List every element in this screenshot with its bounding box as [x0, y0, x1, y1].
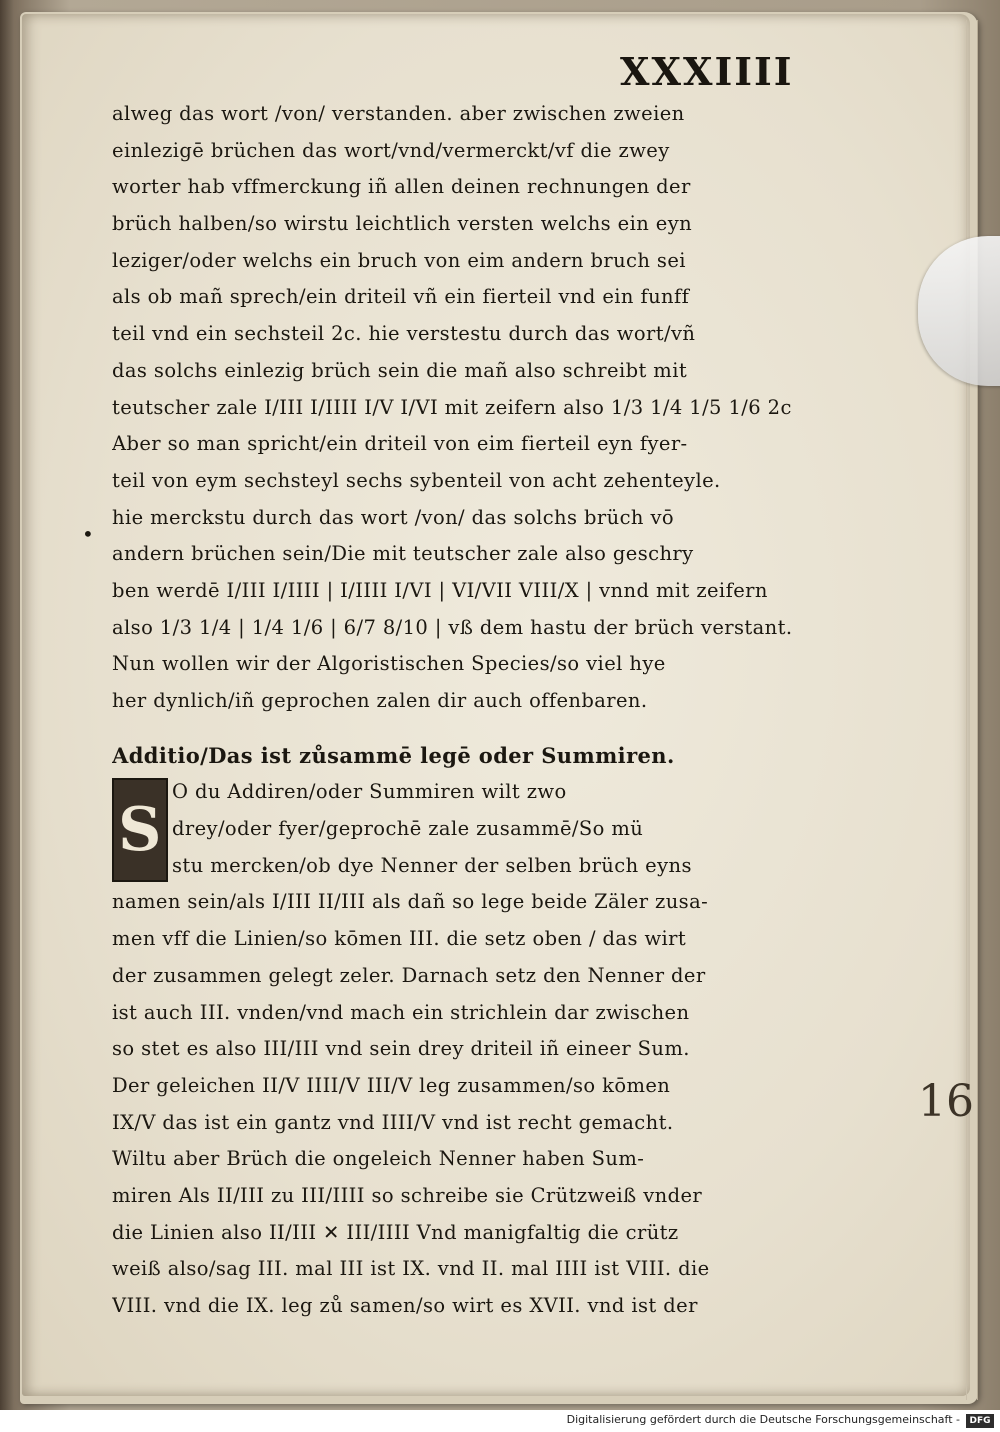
text-line: alweg das wort /von/ verstanden. aber zwischen zweien	[112, 102, 685, 125]
text-line: drey/oder fyer/geprochē zale zusammē/So mü	[172, 817, 644, 841]
text-line: ist auch III. vnden/vnd mach ein strichlein dar zwischen	[112, 1000, 690, 1024]
facing-page-edge	[0, 0, 14, 1410]
text-line: teil von eym sechsteyl sechs sybenteil von acht zehenteyle.	[112, 468, 721, 492]
text-line: teil vnd ein sechsteil 2c. hie verstestu durch das wort/vñ	[112, 322, 696, 346]
text-line: einlezigē brüchen das wort/vnd/vermerckt/vf die zwey	[112, 138, 670, 162]
text-line: worter hab vffmerckung iñ allen deinen rechnungen der	[112, 175, 691, 199]
text-line: Der geleichen II/V IIII/V III/V leg zusammen/so kōmen	[112, 1073, 671, 1097]
page-edges	[966, 20, 978, 1400]
text-line: men vff die Linien/so kōmen III. die setz oben / das wirt	[112, 927, 687, 951]
body-paragraph	[112, 96, 792, 720]
text-line: hie merckstu durch das wort /von/ das solchs brüch vō	[112, 505, 675, 529]
decorated-initial: S	[112, 778, 168, 882]
text-line: teutscher zale I/III I/IIII I/V I/VI mit zeifern also 1/3 1/4 1/5 1/6 2c	[112, 395, 792, 419]
text-line: als ob mañ sprech/ein driteil vñ ein fierteil vnd ein funff	[112, 285, 690, 309]
text-line: her dynlich/iñ geprochen zalen dir auch offenbaren.	[112, 689, 648, 712]
additio-paragraph	[112, 884, 792, 1324]
text-line: Nun wollen wir der Algoristischen Species/so viel hye	[112, 652, 666, 676]
text-line: VIII. vnd die IX. leg zů samen/so wirt es XVII. vnd ist der	[112, 1294, 698, 1317]
text-line: ben werdē I/III I/IIII | I/IIII I/VI | VI/VII VIII/X | vnnd mit zeifern	[112, 578, 768, 602]
text-line: leziger/oder welchs ein bruch von eim andern bruch sei	[112, 248, 686, 272]
margin-marker: •	[82, 522, 94, 546]
section-gap	[112, 720, 792, 738]
text-line: so stet es also III/III vnd sein drey driteil iñ eineer Sum.	[112, 1037, 690, 1061]
text-line: namen sein/als I/III II/III als dañ so lege beide Zäler zusa-	[112, 890, 709, 914]
funding-credit: Digitalisierung gefördert durch die Deutsche Forschungsgemeinschaft -	[566, 1413, 960, 1426]
text-line: der zusammen gelegt zeler. Darnach setz den Nenner der	[112, 963, 706, 987]
text-line: andern brüchen sein/Die mit teutscher zale also geschry	[112, 542, 694, 566]
text-line: Aber so man spricht/ein driteil von eim fierteil eyn fyer-	[112, 432, 688, 456]
text-line: IX/V das ist ein gantz vnd IIII/V vnd ist recht gemacht.	[112, 1110, 674, 1134]
text-line: die Linien also II/III ✕ III/IIII Vnd manigfaltig die crütz	[112, 1220, 679, 1244]
section-heading: Additio/Das ist zůsammē legē oder Summiren.	[112, 742, 675, 768]
text-line: brüch halben/so wirstu leichtlich versten welchs ein eyn	[112, 212, 693, 236]
digitization-footer	[0, 1410, 1000, 1432]
text-line: also 1/3 1/4 | 1/4 1/6 | 6/7 8/10 | vß dem hastu der brüch verstant.	[112, 615, 792, 639]
text-line: das solchs einlezig brüch sein die mañ also schreibt mit	[112, 358, 688, 382]
text-line: O du Addiren/oder Summiren wilt zwo	[172, 780, 567, 804]
dfg-logo: DFG	[966, 1414, 994, 1428]
handwritten-page-number: 16	[918, 1076, 974, 1127]
text-line: weiß also/sag III. mal III ist IX. vnd II. mal IIII ist VIII. die	[112, 1257, 710, 1281]
initial-paragraph	[112, 774, 792, 884]
text-line: miren Als II/III zu III/IIII so schreibe sie Crützweiß vnder	[112, 1183, 703, 1207]
page-text	[112, 96, 792, 1325]
folio-number: XXXIIII	[620, 49, 794, 94]
text-line: Wiltu aber Brüch die ongeleich Nenner haben Sum-	[112, 1147, 645, 1171]
text-line: stu mercken/ob dye Nenner der selben brüch eyns	[172, 853, 692, 877]
